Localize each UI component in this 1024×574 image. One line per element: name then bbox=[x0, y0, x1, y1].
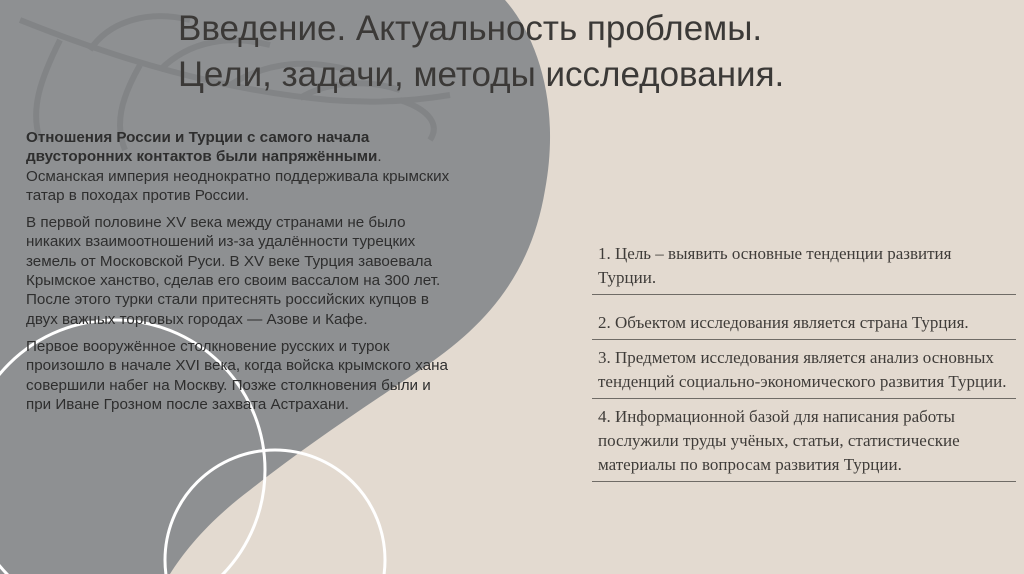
paragraph-2: В первой половине XV века между странами не было никаких взаимоотношений из-за удалённости турецких земель от Московской Руси. В XV веке Турция завоевала Крымское ханство, сделав его своим вассалом на 300 лет. После этого турки стали притеснять российских купцов в двух важных торговых городах — Азове и Кафе. bbox=[26, 214, 441, 328]
title-line-2: Цели, задачи, методы исследования. bbox=[178, 55, 785, 94]
goals-list bbox=[592, 240, 1016, 482]
goal-item-4: 4. Информационной базой для написания работы послужили труды учёных, статьи, статистические материалы по вопросам развития Турции. bbox=[592, 403, 1016, 482]
paragraph-1-rest: . Османская империя неоднократно поддерживала крымских татар в походах против России. bbox=[26, 148, 450, 204]
paragraph-3: Первое вооружённое столкновение русских и турок произошло в начале XVI века, когда войска крымского хана совершили набег на Москву. Позже столкновения были и при Иване Грозном после захвата Астрахани. bbox=[26, 337, 448, 413]
page-title bbox=[178, 6, 978, 98]
goal-item-3: 3. Предметом исследования является анализ основных тенденций социально-экономического развития Турции. bbox=[592, 344, 1016, 399]
intro-text-block bbox=[26, 128, 456, 422]
goal-item-2: 2. Объектом исследования является страна Турция. bbox=[592, 309, 1016, 340]
paragraph-1 bbox=[26, 128, 456, 205]
goal-item-1: 1. Цель – выявить основные тенденции развития Турции. bbox=[592, 240, 1016, 295]
paragraph-1-bold: Отношения России и Турции с самого начала двусторонних контактов были напряжёнными bbox=[26, 129, 378, 166]
title-line-1: Введение. Актуальность проблемы. bbox=[178, 9, 763, 48]
